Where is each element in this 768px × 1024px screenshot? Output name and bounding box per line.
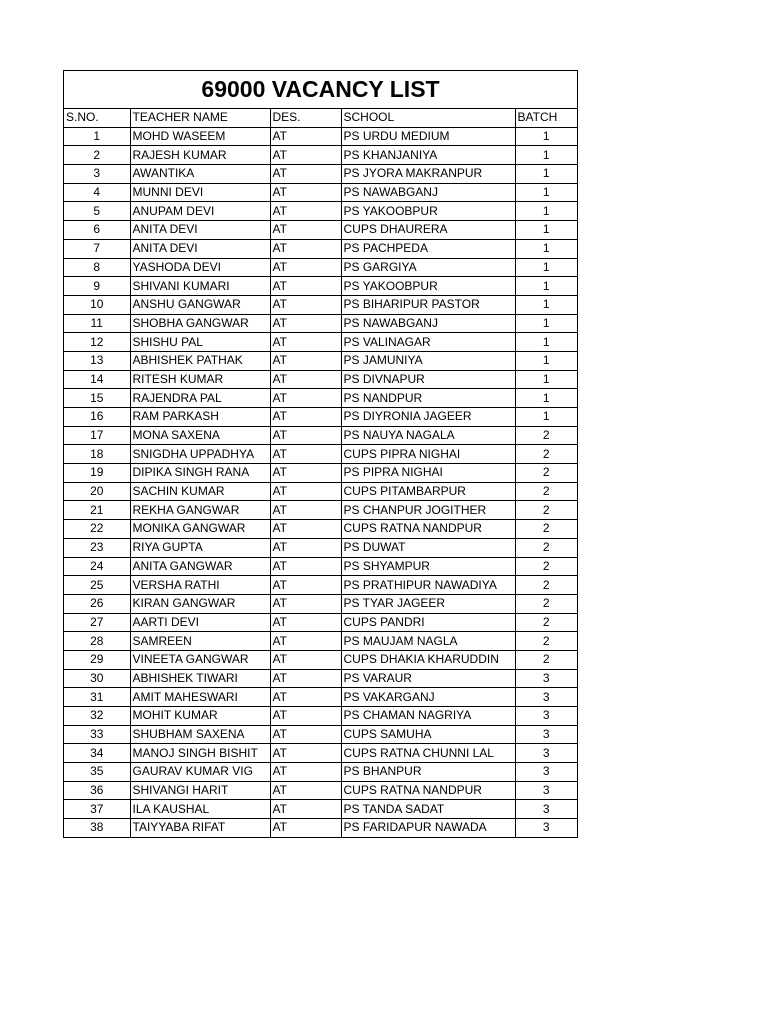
cell-sno: 12 <box>64 333 130 352</box>
cell-teacher-name: RAJESH KUMAR <box>130 146 270 165</box>
cell-designation: AT <box>270 725 341 744</box>
cell-designation: AT <box>270 744 341 763</box>
cell-school: PS NAUYA NAGALA <box>341 426 515 445</box>
cell-batch: 1 <box>515 239 577 258</box>
cell-sno: 28 <box>64 632 130 651</box>
cell-designation: AT <box>270 763 341 782</box>
cell-batch: 2 <box>515 520 577 539</box>
cell-designation: AT <box>270 613 341 632</box>
cell-sno: 5 <box>64 202 130 221</box>
cell-sno: 9 <box>64 277 130 296</box>
cell-batch: 1 <box>515 221 577 240</box>
cell-sno: 4 <box>64 183 130 202</box>
cell-designation: AT <box>270 202 341 221</box>
cell-batch: 3 <box>515 819 577 837</box>
table-row <box>64 800 577 819</box>
table-row <box>64 146 577 165</box>
cell-sno: 29 <box>64 650 130 669</box>
table-row <box>64 221 577 240</box>
cell-batch: 1 <box>515 258 577 277</box>
cell-batch: 1 <box>515 183 577 202</box>
cell-batch: 1 <box>515 202 577 221</box>
cell-school: PS SHYAMPUR <box>341 557 515 576</box>
cell-teacher-name: DIPIKA SINGH RANA <box>130 464 270 483</box>
table-body <box>64 127 577 837</box>
table-row <box>64 557 577 576</box>
cell-teacher-name: ILA KAUSHAL <box>130 800 270 819</box>
cell-sno: 31 <box>64 688 130 707</box>
cell-teacher-name: SHUBHAM SAXENA <box>130 725 270 744</box>
cell-designation: AT <box>270 594 341 613</box>
cell-sno: 1 <box>64 127 130 146</box>
cell-school: PS DIYRONIA JAGEER <box>341 408 515 427</box>
cell-teacher-name: VINEETA GANGWAR <box>130 650 270 669</box>
cell-teacher-name: ANITA GANGWAR <box>130 557 270 576</box>
cell-school: PS MAUJAM NAGLA <box>341 632 515 651</box>
cell-batch: 3 <box>515 781 577 800</box>
cell-batch: 1 <box>515 127 577 146</box>
cell-batch: 3 <box>515 669 577 688</box>
cell-school: CUPS PIPRA NIGHAI <box>341 445 515 464</box>
cell-school: PS TANDA SADAT <box>341 800 515 819</box>
cell-school: PS VAKARGANJ <box>341 688 515 707</box>
cell-designation: AT <box>270 707 341 726</box>
cell-sno: 20 <box>64 482 130 501</box>
cell-sno: 15 <box>64 389 130 408</box>
cell-school: CUPS PITAMBARPUR <box>341 482 515 501</box>
table-row <box>64 370 577 389</box>
table-row <box>64 688 577 707</box>
cell-sno: 37 <box>64 800 130 819</box>
cell-designation: AT <box>270 146 341 165</box>
cell-batch: 1 <box>515 277 577 296</box>
cell-sno: 35 <box>64 763 130 782</box>
cell-designation: AT <box>270 650 341 669</box>
cell-teacher-name: AWANTIKA <box>130 165 270 184</box>
cell-sno: 3 <box>64 165 130 184</box>
table-row <box>64 669 577 688</box>
cell-school: PS DUWAT <box>341 538 515 557</box>
cell-school: PS JAMUNIYA <box>341 351 515 370</box>
cell-designation: AT <box>270 520 341 539</box>
table-row <box>64 501 577 520</box>
table-row <box>64 594 577 613</box>
cell-sno: 21 <box>64 501 130 520</box>
header-sno: S.NO. <box>64 109 130 127</box>
table-row <box>64 389 577 408</box>
cell-designation: AT <box>270 781 341 800</box>
table-row <box>64 744 577 763</box>
cell-batch: 2 <box>515 650 577 669</box>
table-row <box>64 314 577 333</box>
cell-teacher-name: RIYA GUPTA <box>130 538 270 557</box>
table-row <box>64 482 577 501</box>
table-header-row <box>64 109 577 127</box>
vacancy-list-sheet <box>63 70 578 838</box>
cell-school: PS CHAMAN NAGRIYA <box>341 707 515 726</box>
cell-batch: 1 <box>515 314 577 333</box>
cell-sno: 24 <box>64 557 130 576</box>
cell-batch: 1 <box>515 408 577 427</box>
cell-school: PS YAKOOBPUR <box>341 277 515 296</box>
cell-school: PS JYORA MAKRANPUR <box>341 165 515 184</box>
cell-school: CUPS RATNA NANDPUR <box>341 781 515 800</box>
cell-batch: 3 <box>515 744 577 763</box>
cell-designation: AT <box>270 576 341 595</box>
cell-batch: 1 <box>515 165 577 184</box>
table-row <box>64 239 577 258</box>
cell-designation: AT <box>270 333 341 352</box>
table-row <box>64 763 577 782</box>
cell-school: PS BHANPUR <box>341 763 515 782</box>
cell-designation: AT <box>270 389 341 408</box>
cell-batch: 1 <box>515 351 577 370</box>
cell-teacher-name: GAURAV KUMAR VIG <box>130 763 270 782</box>
cell-sno: 30 <box>64 669 130 688</box>
cell-designation: AT <box>270 445 341 464</box>
cell-teacher-name: YASHODA DEVI <box>130 258 270 277</box>
header-teacher-name: TEACHER NAME <box>130 109 270 127</box>
cell-designation: AT <box>270 370 341 389</box>
cell-batch: 1 <box>515 146 577 165</box>
cell-school: CUPS DHAURERA <box>341 221 515 240</box>
table-row <box>64 725 577 744</box>
cell-teacher-name: SNIGDHA UPPADHYA <box>130 445 270 464</box>
cell-sno: 22 <box>64 520 130 539</box>
cell-school: PS NAWABGANJ <box>341 314 515 333</box>
cell-designation: AT <box>270 800 341 819</box>
cell-batch: 3 <box>515 707 577 726</box>
cell-batch: 1 <box>515 389 577 408</box>
table-row <box>64 183 577 202</box>
cell-teacher-name: ABHISHEK PATHAK <box>130 351 270 370</box>
cell-teacher-name: SHIVANGI HARIT <box>130 781 270 800</box>
cell-school: PS NAWABGANJ <box>341 183 515 202</box>
cell-batch: 2 <box>515 426 577 445</box>
cell-teacher-name: MUNNI DEVI <box>130 183 270 202</box>
table-row <box>64 445 577 464</box>
cell-school: CUPS DHAKIA KHARUDDIN <box>341 650 515 669</box>
cell-teacher-name: MANOJ SINGH BISHIT <box>130 744 270 763</box>
cell-sno: 23 <box>64 538 130 557</box>
cell-designation: AT <box>270 277 341 296</box>
table-row <box>64 351 577 370</box>
cell-sno: 10 <box>64 295 130 314</box>
table-row <box>64 426 577 445</box>
cell-teacher-name: VERSHA RATHI <box>130 576 270 595</box>
cell-sno: 27 <box>64 613 130 632</box>
cell-school: PS KHANJANIYA <box>341 146 515 165</box>
cell-batch: 2 <box>515 445 577 464</box>
cell-designation: AT <box>270 557 341 576</box>
cell-sno: 17 <box>64 426 130 445</box>
header-designation: DES. <box>270 109 341 127</box>
cell-sno: 13 <box>64 351 130 370</box>
vacancy-table <box>64 109 577 837</box>
cell-batch: 3 <box>515 688 577 707</box>
cell-designation: AT <box>270 351 341 370</box>
table-row <box>64 707 577 726</box>
cell-batch: 2 <box>515 464 577 483</box>
table-row <box>64 632 577 651</box>
cell-batch: 2 <box>515 538 577 557</box>
cell-teacher-name: RAJENDRA PAL <box>130 389 270 408</box>
cell-school: CUPS RATNA NANDPUR <box>341 520 515 539</box>
cell-teacher-name: SACHIN KUMAR <box>130 482 270 501</box>
cell-designation: AT <box>270 669 341 688</box>
table-row <box>64 202 577 221</box>
cell-designation: AT <box>270 464 341 483</box>
cell-teacher-name: MOHD WASEEM <box>130 127 270 146</box>
cell-designation: AT <box>270 538 341 557</box>
cell-teacher-name: SAMREEN <box>130 632 270 651</box>
cell-sno: 36 <box>64 781 130 800</box>
cell-batch: 2 <box>515 594 577 613</box>
table-row <box>64 520 577 539</box>
cell-designation: AT <box>270 632 341 651</box>
cell-teacher-name: RAM PARKASH <box>130 408 270 427</box>
cell-teacher-name: AMIT MAHESWARI <box>130 688 270 707</box>
cell-designation: AT <box>270 258 341 277</box>
cell-sno: 19 <box>64 464 130 483</box>
cell-sno: 33 <box>64 725 130 744</box>
cell-school: PS CHANPUR JOGITHER <box>341 501 515 520</box>
cell-batch: 2 <box>515 632 577 651</box>
cell-designation: AT <box>270 165 341 184</box>
cell-sno: 34 <box>64 744 130 763</box>
cell-designation: AT <box>270 239 341 258</box>
cell-batch: 2 <box>515 576 577 595</box>
table-row <box>64 613 577 632</box>
cell-school: PS VARAUR <box>341 669 515 688</box>
cell-batch: 3 <box>515 725 577 744</box>
cell-school: PS VALINAGAR <box>341 333 515 352</box>
table-row <box>64 408 577 427</box>
cell-teacher-name: SHIVANI KUMARI <box>130 277 270 296</box>
cell-designation: AT <box>270 183 341 202</box>
cell-sno: 6 <box>64 221 130 240</box>
cell-batch: 3 <box>515 763 577 782</box>
cell-sno: 18 <box>64 445 130 464</box>
cell-teacher-name: ANSHU GANGWAR <box>130 295 270 314</box>
cell-school: PS TYAR JAGEER <box>341 594 515 613</box>
table-row <box>64 538 577 557</box>
cell-school: PS DIVNAPUR <box>341 370 515 389</box>
cell-teacher-name: MONIKA GANGWAR <box>130 520 270 539</box>
cell-batch: 1 <box>515 333 577 352</box>
table-row <box>64 127 577 146</box>
table-row <box>64 576 577 595</box>
table-row <box>64 277 577 296</box>
cell-sno: 8 <box>64 258 130 277</box>
cell-school: PS PRATHIPUR NAWADIYA <box>341 576 515 595</box>
cell-sno: 14 <box>64 370 130 389</box>
cell-batch: 2 <box>515 482 577 501</box>
cell-designation: AT <box>270 819 341 837</box>
cell-sno: 16 <box>64 408 130 427</box>
cell-teacher-name: SHOBHA GANGWAR <box>130 314 270 333</box>
table-row <box>64 819 577 837</box>
table-row <box>64 295 577 314</box>
cell-teacher-name: MOHIT KUMAR <box>130 707 270 726</box>
cell-school: CUPS SAMUHA <box>341 725 515 744</box>
cell-school: PS FARIDAPUR NAWADA <box>341 819 515 837</box>
cell-designation: AT <box>270 127 341 146</box>
cell-teacher-name: MONA SAXENA <box>130 426 270 445</box>
table-row <box>64 781 577 800</box>
document-title: 69000 VACANCY LIST <box>64 71 577 109</box>
cell-designation: AT <box>270 295 341 314</box>
table-row <box>64 258 577 277</box>
cell-sno: 11 <box>64 314 130 333</box>
cell-batch: 1 <box>515 295 577 314</box>
cell-teacher-name: RITESH KUMAR <box>130 370 270 389</box>
cell-school: PS PACHPEDA <box>341 239 515 258</box>
cell-teacher-name: ANITA DEVI <box>130 239 270 258</box>
cell-school: PS GARGIYA <box>341 258 515 277</box>
cell-designation: AT <box>270 501 341 520</box>
cell-batch: 1 <box>515 370 577 389</box>
cell-sno: 32 <box>64 707 130 726</box>
table-row <box>64 165 577 184</box>
cell-school: CUPS RATNA CHUNNI LAL <box>341 744 515 763</box>
table-row <box>64 464 577 483</box>
cell-batch: 2 <box>515 501 577 520</box>
cell-batch: 2 <box>515 557 577 576</box>
cell-teacher-name: TAIYYABA RIFAT <box>130 819 270 837</box>
cell-designation: AT <box>270 221 341 240</box>
cell-school: PS URDU MEDIUM <box>341 127 515 146</box>
cell-batch: 2 <box>515 613 577 632</box>
header-school: SCHOOL <box>341 109 515 127</box>
cell-batch: 3 <box>515 800 577 819</box>
cell-school: PS YAKOOBPUR <box>341 202 515 221</box>
cell-designation: AT <box>270 408 341 427</box>
header-batch: BATCH <box>515 109 577 127</box>
cell-designation: AT <box>270 426 341 445</box>
cell-sno: 25 <box>64 576 130 595</box>
table-row <box>64 650 577 669</box>
cell-sno: 2 <box>64 146 130 165</box>
cell-teacher-name: REKHA GANGWAR <box>130 501 270 520</box>
cell-teacher-name: AARTI DEVI <box>130 613 270 632</box>
cell-school: CUPS PANDRI <box>341 613 515 632</box>
cell-sno: 38 <box>64 819 130 837</box>
cell-designation: AT <box>270 482 341 501</box>
cell-teacher-name: SHISHU PAL <box>130 333 270 352</box>
cell-teacher-name: ANUPAM DEVI <box>130 202 270 221</box>
cell-designation: AT <box>270 688 341 707</box>
cell-teacher-name: ABHISHEK TIWARI <box>130 669 270 688</box>
cell-school: PS NANDPUR <box>341 389 515 408</box>
cell-school: PS BIHARIPUR PASTOR <box>341 295 515 314</box>
cell-designation: AT <box>270 314 341 333</box>
cell-teacher-name: ANITA DEVI <box>130 221 270 240</box>
table-row <box>64 333 577 352</box>
cell-teacher-name: KIRAN GANGWAR <box>130 594 270 613</box>
cell-sno: 26 <box>64 594 130 613</box>
cell-sno: 7 <box>64 239 130 258</box>
cell-school: PS PIPRA NIGHAI <box>341 464 515 483</box>
